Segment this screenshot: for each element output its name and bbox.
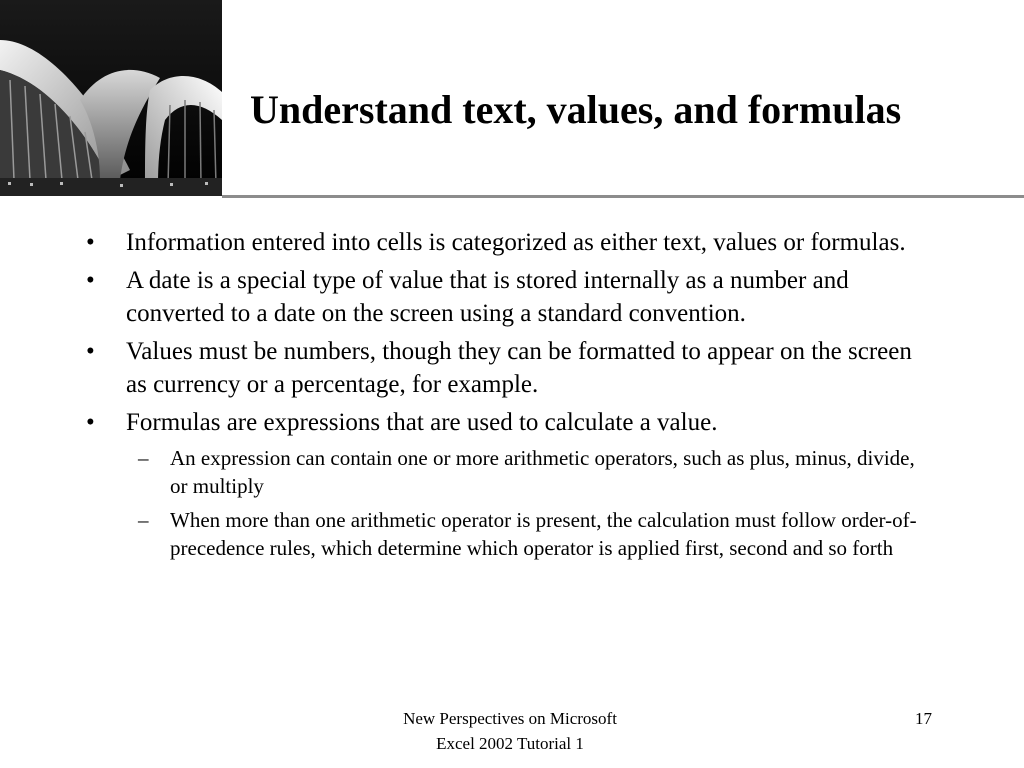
bullet-marker: •	[86, 267, 95, 294]
sub-bullet-text: When more than one arithmetic operator is present, the calculation must follow order-of-precedence rules, which determine which operator is applied first, second and so forth	[170, 508, 917, 560]
bullet-item	[86, 226, 936, 259]
slide-title: Understand text, values, and formulas	[250, 87, 902, 132]
bullet-text: Values must be numbers, though they can be formatted to appear on the screen as currency or a percentage, for example.	[126, 338, 912, 398]
sub-bullet-marker: –	[138, 508, 149, 532]
bullet-text: A date is a special type of value that is stored internally as a number and converted to a date on the screen using a standard convention.	[126, 267, 849, 327]
page-number: 17	[915, 709, 932, 728]
bullet-text: Formulas are expressions that are used to calculate a value.	[126, 409, 718, 436]
slide-body	[86, 226, 936, 568]
title-divider	[222, 195, 1024, 198]
sub-bullet-item	[86, 506, 936, 562]
sub-bullet-marker: –	[138, 446, 149, 470]
bullet-text: Information entered into cells is categorized as either text, values or formulas.	[126, 229, 906, 256]
sydney-opera-house-photo	[0, 0, 222, 196]
footer-caption	[330, 706, 690, 756]
footer-line-1: New Perspectives on Microsoft	[403, 709, 617, 728]
sub-bullet-item	[86, 444, 936, 500]
bullet-item	[86, 264, 936, 330]
sub-bullet-text: An expression can contain one or more arithmetic operators, such as plus, minus, divide, or multiply	[170, 446, 915, 498]
bullet-item	[86, 406, 936, 439]
bullet-marker: •	[86, 409, 95, 436]
bullet-marker: •	[86, 338, 95, 365]
bullet-item	[86, 335, 936, 401]
bullet-marker: •	[86, 229, 95, 256]
footer-line-2: Excel 2002 Tutorial 1	[436, 734, 584, 753]
